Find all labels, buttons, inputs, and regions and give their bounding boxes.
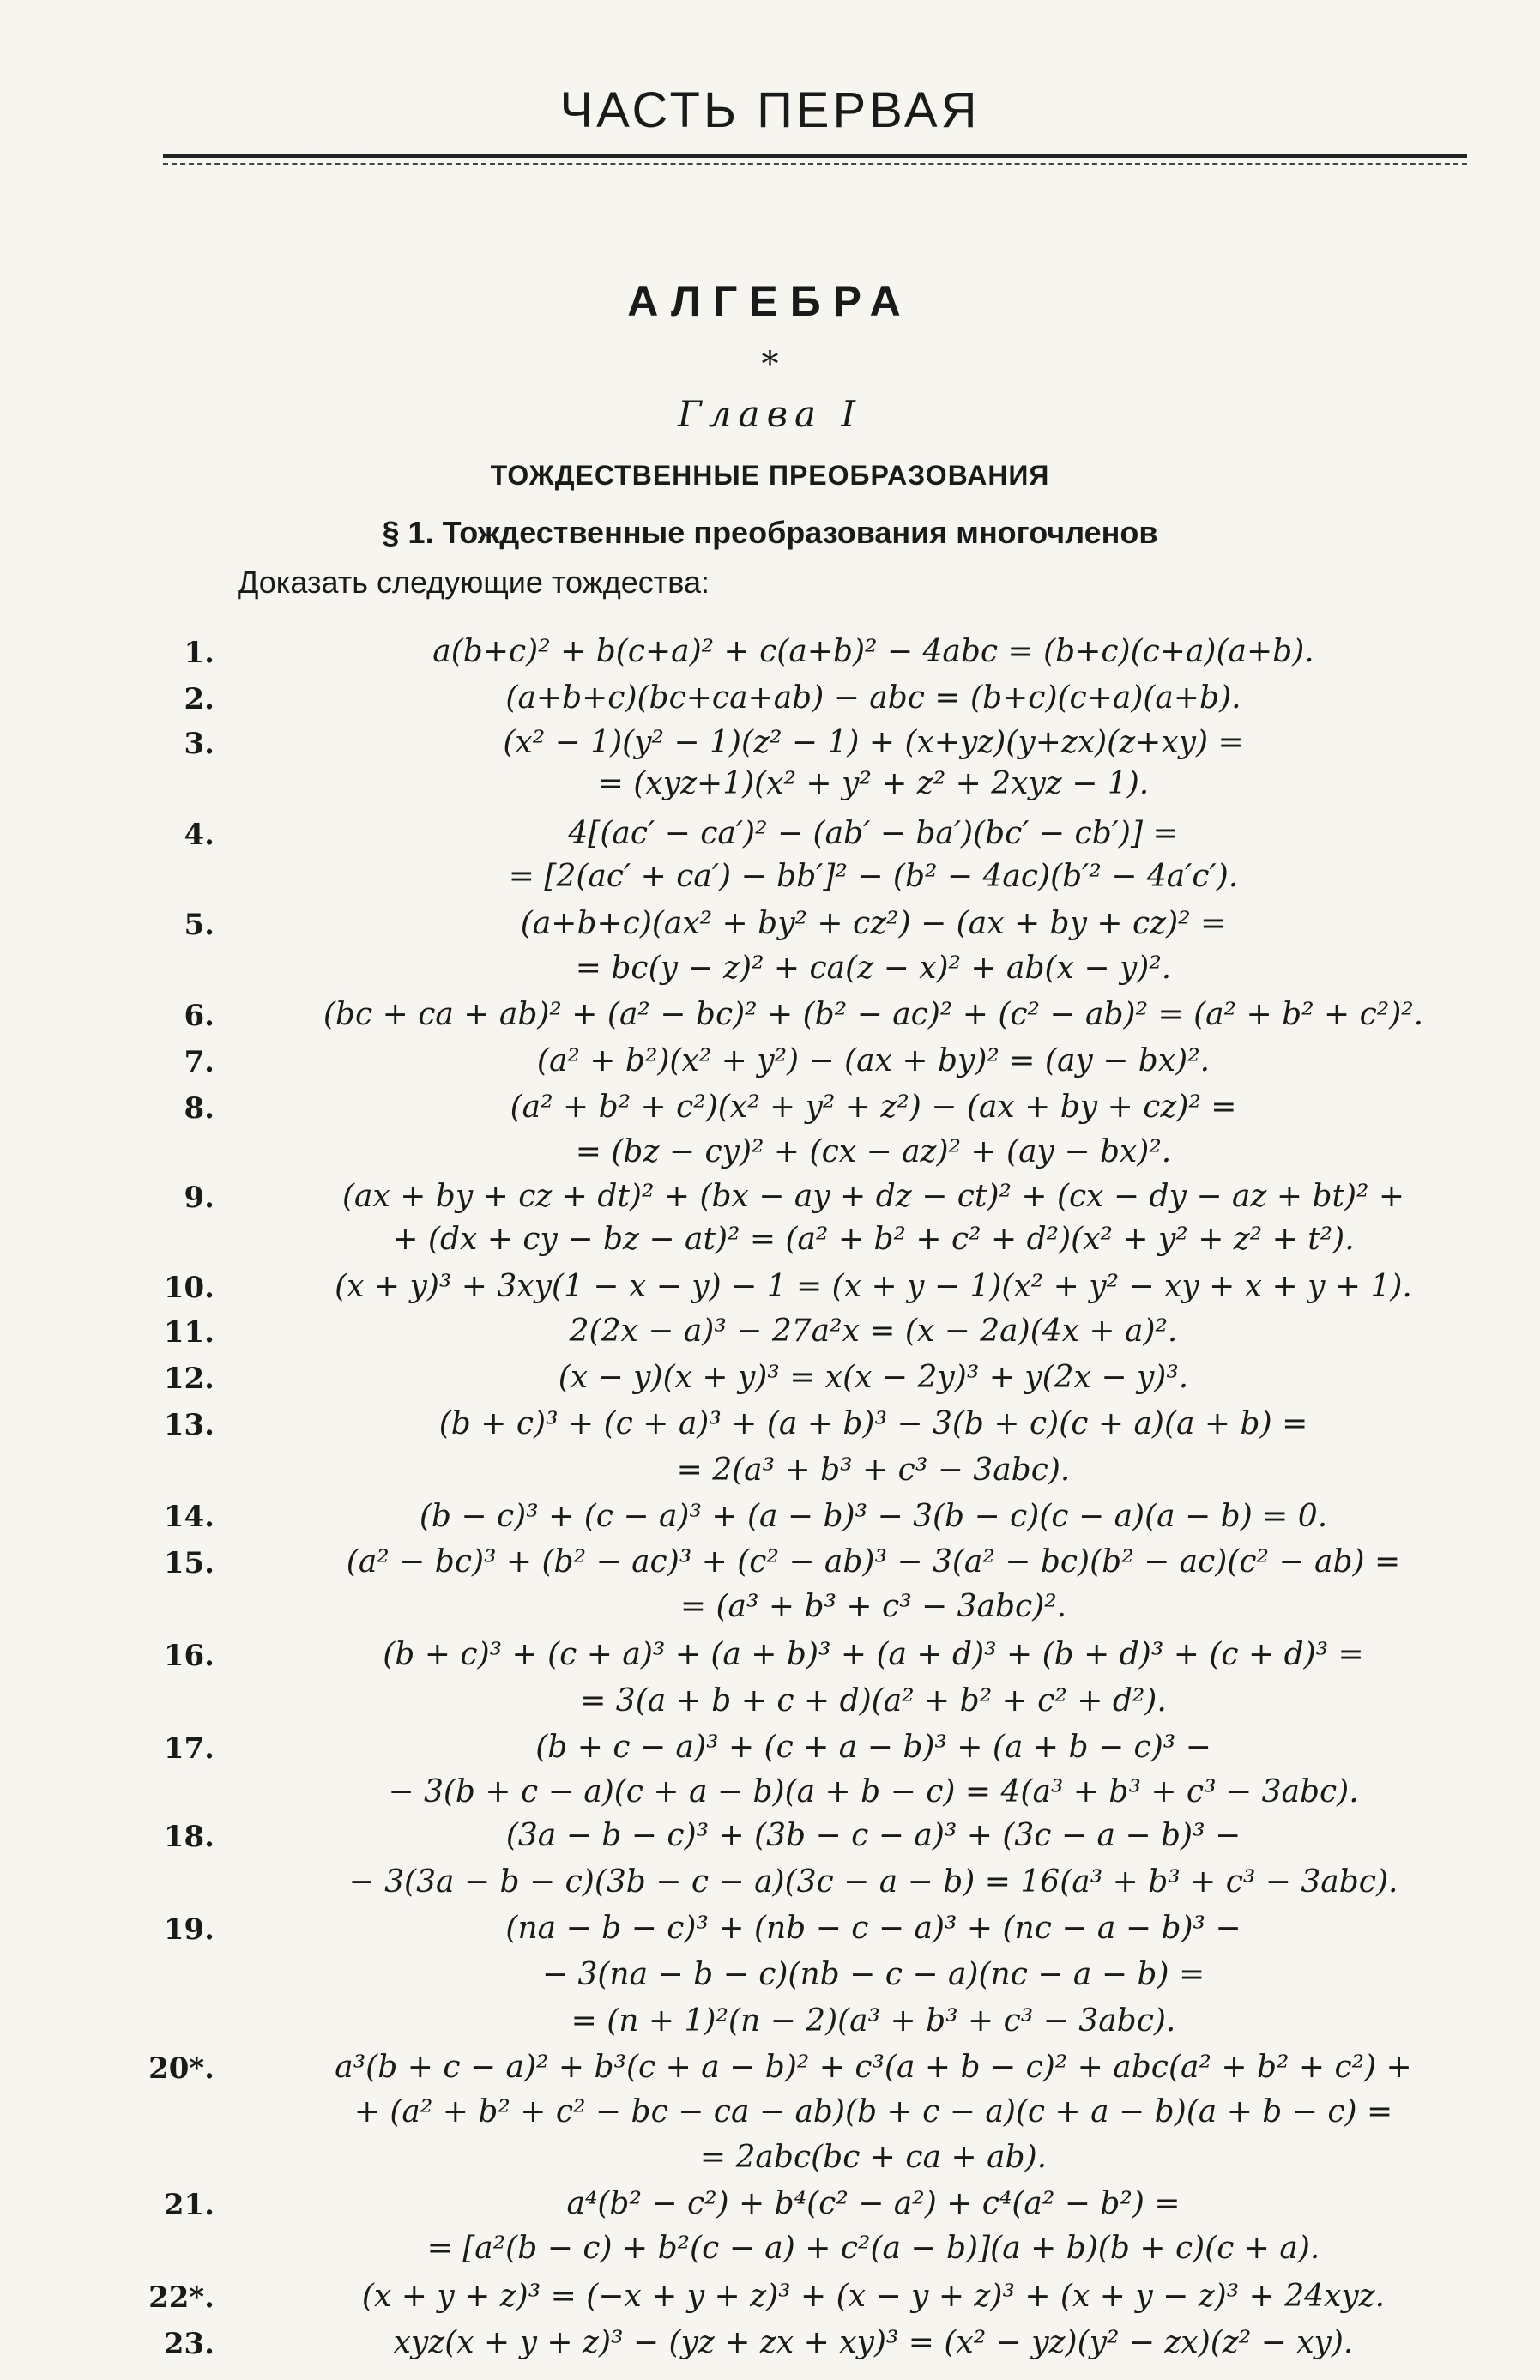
identity-line: (a² + b²)(x² + y²) − (ax + by)² = (ay − bx)². bbox=[536, 1042, 1211, 1078]
identity-line: (b + c)³ + (c + a)³ + (a + b)³ − 3(b + c)(c + a)(a + b) = bbox=[438, 1405, 1308, 1441]
identity-line: (b + c − a)³ + (c + a − b)³ + (a + b − c)³ − bbox=[535, 1729, 1211, 1765]
problem-number: 7. bbox=[184, 1044, 214, 1079]
identity-line: = [a²(b − c) + b²(c − a) + c²(a − b)](a + b)(b + c)(c + a). bbox=[426, 2231, 1320, 2267]
identity-line: = 3(a + b + c + d)(a² + b² + c² + d²). bbox=[580, 1682, 1167, 1719]
problem-number: 13. bbox=[163, 1407, 214, 1442]
identity-line: = (n + 1)²(n − 2)(a³ + b³ + c³ − 3abc). bbox=[571, 2002, 1176, 2039]
problem-number: 21. bbox=[163, 2188, 214, 2223]
identity-line: a³(b + c − a)² + b³(c + a − b)² + c³(a + b − c)² + abc(a² + b² + c²) + bbox=[335, 2049, 1412, 2085]
problem-number: 12. bbox=[163, 1361, 214, 1396]
identity-line: = 2abc(bc + ca + ab). bbox=[699, 2140, 1048, 2176]
problem-number: 16. bbox=[163, 1638, 214, 1673]
problem-number: 23. bbox=[163, 2326, 214, 2361]
problem-number: 2. bbox=[184, 681, 214, 716]
part-title: АЛГЕБРА bbox=[627, 277, 913, 325]
problem-number: 9. bbox=[184, 1180, 214, 1215]
identity-line: 2(2x − a)³ − 27a²x = (x − 2a)(4x + a)². bbox=[569, 1314, 1178, 1350]
identity-line: + (dx + cy − bz − at)² = (a² + b² + c² + d²)(x² + y² + z² + t²). bbox=[392, 1221, 1355, 1257]
running-header: ЧАСТЬ ПЕРВАЯ bbox=[559, 82, 981, 138]
identity-line: (ax + by + cz + dt)² + (bx − ay + dz − ct)² + (cx − dy − az + bt)² + bbox=[341, 1178, 1405, 1214]
identity-line: xyz(x + y + z)³ − (yz + zx + xy)³ = (x² − yz)(y² − zx)(z² − xy). bbox=[393, 2324, 1354, 2360]
problem-number: 14. bbox=[163, 1500, 214, 1535]
problem-number: 6. bbox=[184, 999, 214, 1034]
identity-line: = bc(y − z)² + ca(z − x)² + ab(x − y)². bbox=[575, 951, 1172, 987]
problem-number: 8. bbox=[184, 1090, 214, 1126]
identity-line: a⁴(b² − c²) + b⁴(c² − a²) + c⁴(a² − b²) = bbox=[566, 2186, 1181, 2222]
problem-number: 1. bbox=[184, 636, 214, 671]
problem-number: 18. bbox=[163, 1820, 214, 1855]
problem-number: 5. bbox=[184, 908, 214, 943]
identity-line: (a² − bc)³ + (b² − ac)³ + (c² − ab)³ − 3(a² − bc)(b² − ac)(c² − ab) = bbox=[346, 1544, 1401, 1580]
chapter-title: ТОЖДЕСТВЕННЫЕ ПРЕОБРАЗОВАНИЯ bbox=[490, 460, 1050, 491]
chapter-heading: Глава I bbox=[677, 393, 863, 435]
identity-line: (x² − 1)(y² − 1)(z² − 1) + (x+yz)(y+zx)(z+xy) = bbox=[503, 724, 1244, 760]
problem-number: 4. bbox=[184, 817, 214, 852]
identity-line: (a+b+c)(ax² + by² + cz²) − (ax + by + cz)² = bbox=[520, 906, 1227, 942]
problem-number: 10. bbox=[163, 1271, 214, 1306]
problem-number: 15. bbox=[163, 1546, 214, 1581]
identity-line: (b − c)³ + (c − a)³ + (a − b)³ − 3(b − c)(c − a)(a − b) = 0. bbox=[419, 1498, 1328, 1534]
asterisk-divider: * bbox=[761, 345, 779, 384]
problem-number: 19. bbox=[163, 1912, 214, 1948]
identity-line: (a² + b² + c²)(x² + y² + z²) − (ax + by + cz)² = bbox=[510, 1089, 1237, 1125]
identity-line: (3a − b − c)³ + (3b − c − a)³ + (3c − a − b)³ − bbox=[505, 1818, 1241, 1854]
identity-line: = (bz − cy)² + (cx − az)² + (ay − bx)². bbox=[575, 1133, 1172, 1169]
identity-line: − 3(na − b − c)(nb − c − a)(nc − a − b) = bbox=[541, 1956, 1205, 1992]
identity-line: = 2(a³ + b³ + c³ − 3abc). bbox=[676, 1452, 1071, 1488]
identity-line: = (xyz+1)(x² + y² + z² + 2xyz − 1). bbox=[597, 766, 1150, 801]
identity-line: a(b+c)² + b(c+a)² + c(a+b)² − 4abc = (b+c)(c+a)(a+b). bbox=[432, 634, 1314, 670]
section-title: § 1. Тождественные преобразования многочленов bbox=[382, 515, 1158, 550]
identity-line: − 3(b + c − a)(c + a − b)(a + b − c) = 4(a³ + b³ + c³ − 3abc). bbox=[388, 1773, 1359, 1809]
intro-text: Доказать следующие тождества: bbox=[238, 565, 710, 600]
identity-line: (x + y + z)³ = (−x + y + z)³ + (x − y + z)³ + (x + y − z)³ + 24xyz. bbox=[361, 2278, 1386, 2314]
identity-line: = [2(ac′ + ca′) − bb′]² − (b² − 4ac)(b′² − 4a′c′). bbox=[508, 858, 1239, 894]
problem-number: 3. bbox=[184, 726, 214, 761]
identity-line: (bc + ca + ab)² + (a² − bc)² + (b² − ac)² + (c² − ab)² = (a² + b² + c²)². bbox=[323, 997, 1424, 1033]
identity-line: (b + c)³ + (c + a)³ + (a + b)³ + (a + d)³ + (b + d)³ + (c + d)³ = bbox=[383, 1637, 1364, 1672]
identity-line: (x − y)(x + y)³ = x(x − 2y)³ + y(2x − y)³. bbox=[558, 1360, 1189, 1396]
problem-number: 22*. bbox=[148, 2280, 214, 2315]
problem-number: 11. bbox=[163, 1315, 214, 1350]
problem-number: 17. bbox=[163, 1731, 214, 1766]
identity-line: 4[(ac′ − ca′)² − (ab′ − ba′)(bc′ − cb′)] = bbox=[568, 815, 1179, 851]
identity-line: (a+b+c)(bc+ca+ab) − abc = (b+c)(c+a)(a+b). bbox=[505, 680, 1241, 716]
problem-number: 20*. bbox=[148, 2051, 214, 2086]
identity-line: − 3(3a − b − c)(3b − c − a)(3c − a − b) = 16(a³ + b³ + c³ − 3abc). bbox=[348, 1864, 1398, 1900]
identity-line: + (a² + b² + c² − bc − ca − ab)(b + c − a)(c + a − b)(a + b − c) = bbox=[353, 2093, 1393, 2129]
identity-line: (na − b − c)³ + (nb − c − a)³ + (nc − a − b)³ − bbox=[505, 1911, 1241, 1947]
identity-line: = (a³ + b³ + c³ − 3abc)². bbox=[679, 1589, 1067, 1625]
identity-line: (x + y)³ + 3xy(1 − x − y) − 1 = (x + y − 1)(x² + y² − xy + x + y + 1). bbox=[335, 1269, 1412, 1305]
